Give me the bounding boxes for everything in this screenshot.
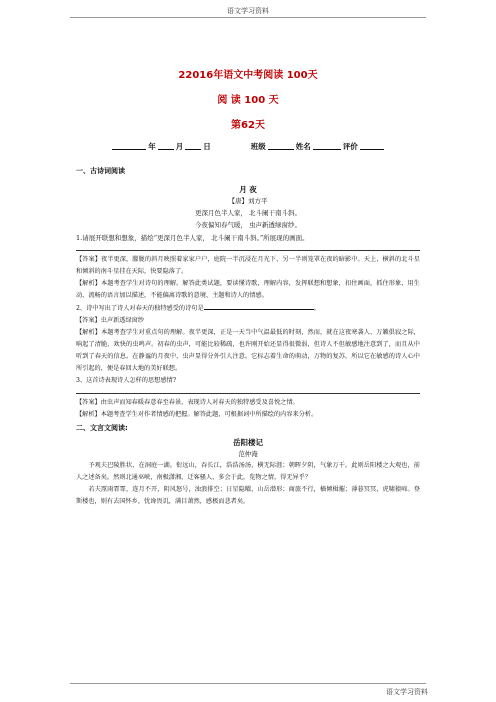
explanation-1: 【解析】本题考查学生对诗句的理解。解答此类试题，要读懂诗歌，理解内容，发挥联想和想象，扣住画面，抓住形象，用生动、流畅的语言加以描述，不能偏离诗歌的意境、主题和诗人的情感。: [76, 280, 420, 299]
day-blank[interactable]: [185, 141, 201, 150]
class-blank[interactable]: [268, 141, 294, 150]
page-footer: 语文学习资料: [386, 688, 428, 696]
answer-1: 【答案】夜半更深，朦胧的斜月映照着家家户户，庭院一半沉浸在月光下，另一半则笼罩在夜的暗影中。天上，横斜的北斗星和倾斜的南斗星挂在天际，快要隐落了。: [76, 256, 420, 275]
question-2-end: 。: [313, 305, 320, 312]
poem-author: 【唐】刘方平: [228, 197, 268, 205]
day-label: 日: [203, 142, 211, 151]
year-blank[interactable]: [112, 141, 146, 150]
poem-line-2: 今夜偏知春气暖， 虫声新透绿窗纱。: [194, 221, 302, 229]
essay-author: 范仲淹: [238, 450, 258, 458]
day-title: 第62天: [231, 120, 265, 131]
name-blank[interactable]: [313, 141, 341, 150]
month-blank[interactable]: [158, 141, 174, 150]
essay-title: 岳阳楼记: [233, 438, 263, 447]
essay-paragraph-2: 若夫霪雨霏霏，连月不开，阴风怒号，浊浪排空；日星隐曜，山岳潜形；商旅不行，樯倾楫摧；薄暮冥冥，虎啸猿啼。登斯楼也，则有去国怀乡，忧谗畏讥，满目萧然，感极而悲者矣。: [76, 486, 420, 505]
answer-3: 【答案】由虫声而知春暖春意春至春景，表现诗人对春天的独特感受及喜悦之情。: [76, 399, 299, 406]
header-divider: [70, 17, 426, 18]
explanation-2: 【解析】本题考查学生对重点句的理解。夜半更深，正是一天当中气温最低的时刻，然而，就在这夜寒袭人、万籁俱寂之际，响起了清脆、欢快的虫鸣声。初春的虫声，可能比较稀疏，也许刚开始还显得很微弱，但诗人不但敏感地注意到了，而且从中听到了春天的信息。在静谧的月夜中，虫声显得分外引人注意。它标志着生命的萌动，万物的复苏，所以它在敏感的诗人心中所引起的，便是春回大地的美好联想。: [76, 329, 420, 372]
essay-paragraph-1: 予观夫巴陵胜状，在洞庭一湖。衔远山，吞长江，浩浩汤汤，横无际涯；朝晖夕阴，气象万千。此则岳阳楼之大观也，前人之述备矣。然则北通巫峡，南极潇湘，迁客骚人，多会于此，览物之情，得无异乎？: [76, 462, 420, 481]
answer-blank-2[interactable]: [204, 302, 314, 310]
poem-line-1: 更深月色半人家， 北斗阑干南斗斜。: [194, 209, 302, 217]
info-row: [76, 141, 420, 152]
grade-blank[interactable]: [360, 141, 384, 150]
question-2-text: 2、诗中写出了诗人对春天的独特感受的诗句是: [76, 305, 204, 312]
grade-label: 评价: [342, 142, 358, 151]
question-1: 1.请展开联想和想象，描绘“更深月色半人家， 北斗阑干南斗斜。”所展现的画面。: [76, 234, 309, 242]
section-heading-poetry: 一、古诗词阅读: [76, 167, 125, 175]
month-label: 月: [175, 142, 184, 151]
poem-title: 月 夜: [239, 185, 257, 194]
question-3: 3、这首诗表现诗人怎样的思想感情?: [76, 377, 177, 384]
main-title: 22016年语文中考阅读 100天: [178, 70, 318, 81]
class-label: 班级: [250, 142, 266, 151]
name-label: 姓名: [295, 142, 311, 151]
spacer: [213, 141, 249, 152]
answer-divider-3: [76, 393, 420, 394]
explanation-3: 【解析】本题考查学生对作者情感的把握。解答此题，可根据词中所描绘的内容来分析。: [76, 411, 318, 418]
question-2: [76, 302, 420, 315]
section-heading-classical: 二、文言文阅读:: [76, 424, 128, 432]
sub-title: 阅 读 100 天: [217, 95, 279, 106]
year-label: 年: [148, 142, 156, 151]
footer-divider: [70, 683, 426, 684]
document-content: [76, 60, 420, 508]
answer-2: 【答案】虫声新透绿窗纱: [76, 317, 145, 324]
answer-divider-1: [76, 250, 420, 251]
page-header: 语文学习资料: [227, 7, 269, 15]
